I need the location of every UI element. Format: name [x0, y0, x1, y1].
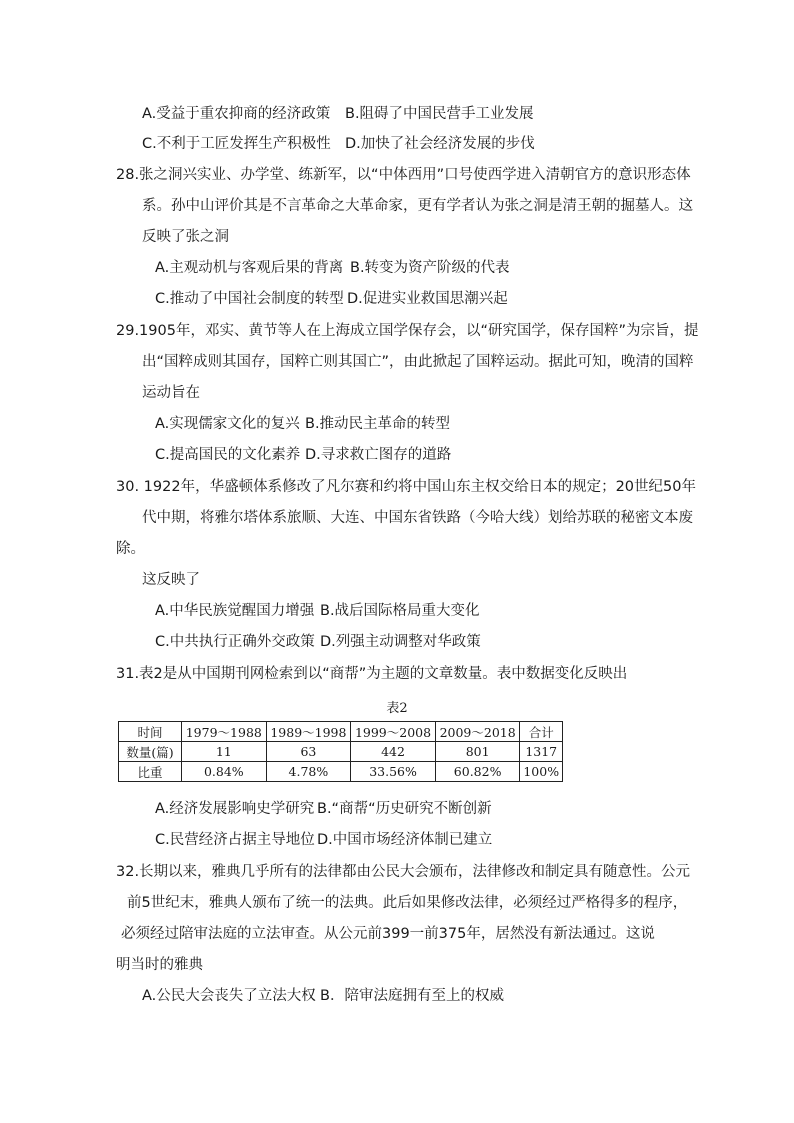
q30-option-b: B.战后国际格局重大变化	[320, 603, 480, 619]
q28-stem-line-2: 系。孙中山评价其是不言革命之大革命家，更有学者认为张之洞是清王朝的掘墓人。这	[142, 198, 693, 214]
table-row	[119, 742, 563, 762]
q27-option-c: C.不利于工匠发挥生产积极性	[142, 136, 331, 152]
table-cell: 801	[435, 742, 520, 762]
table-cell: 1979～1988	[182, 722, 267, 742]
table-cell: 2009～2018	[435, 722, 520, 742]
q32-option-a: A.公民大会丧失了立法大权	[142, 988, 316, 1004]
table-cell: 100%	[520, 762, 563, 782]
q31-option-a: A.经济发展影响史学研究	[155, 801, 315, 817]
table-cell: 0.84%	[182, 762, 267, 782]
table-cell: 442	[351, 742, 436, 762]
table-cell: 1999～2008	[351, 722, 436, 742]
q30-option-c: C.中共执行正确外交政策	[155, 634, 315, 650]
table-cell: 1317	[520, 742, 563, 762]
q29-option-d: D.寻求救亡图存的道路	[305, 447, 452, 463]
q27-option-d: D.加快了社会经济发展的步伐	[345, 136, 535, 152]
table-cell: 33.56%	[351, 762, 436, 782]
q31-option-d: D.中国市场经济体制已建立	[317, 832, 493, 848]
q32-stem-line-2: 前5世纪末，雅典人颁布了统一的法典。此后如果修改法律，必须经过严格得多的程序，	[127, 895, 688, 911]
table-cell: 时间	[119, 722, 182, 742]
q30-option-a: A.中华民族觉醒国力增强	[155, 603, 315, 619]
table-cell: 比重	[119, 762, 182, 782]
q28-option-c: C.推动了中国社会制度的转型	[155, 291, 344, 307]
q28-option-b: B.转变为资产阶级的代表	[350, 260, 510, 276]
q31-stem-line-1: 31.表2是从中国期刊网检索到以“商帮”为主题的文章数量。表中数据变化反映出	[116, 666, 628, 682]
table-row	[119, 762, 563, 782]
q29-option-a: A.实现儒家文化的复兴	[155, 416, 300, 432]
q28-option-d: D.促进实业救国思潮兴起	[347, 291, 508, 307]
table-cell: 60.82%	[435, 762, 520, 782]
q28-option-a: A.主观动机与客观后果的背离	[155, 260, 344, 276]
table-cell: 11	[182, 742, 267, 762]
q31-option-c: C.民营经济占据主导地位	[155, 832, 315, 848]
q32-stem-line-3: 必须经过陪审法庭的立法审查。从公元前399一前375年，居然没有新法通过。这说	[121, 926, 655, 942]
q32-stem-line-1: 32.长期以来，雅典几乎所有的法律都由公民大会颁布，法律修改和制定具有随意性。公元	[116, 864, 691, 880]
q27-option-a: A.受益于重农抑商的经济政策	[142, 106, 331, 122]
q30-stem-line-2: 代中期，将雅尔塔体系旅顺、大连、中国东省铁路（今哈大线）划给苏联的秘密文本废	[142, 510, 693, 526]
q29-stem-line-1: 29.1905年，邓实、黄节等人在上海成立国学保存会，以“研究国学，保存国粹”为宗旨，提	[116, 323, 699, 339]
table-header-row	[119, 722, 563, 742]
q32-option-b: B．陪审法庭拥有至上的权威	[320, 988, 504, 1004]
q30-stem-line-3: 除。	[116, 541, 145, 557]
q28-stem-line-1: 28.张之洞兴实业、办学堂、练新军，以“中体西用”口号使西学进入清朝官方的意识形态体	[116, 167, 691, 183]
table-cell: 63	[266, 742, 351, 762]
q31-option-b: B.“商帮“历史研究不断创新	[317, 801, 492, 817]
q32-stem-line-4: 明当时的雅典	[116, 957, 203, 973]
table-cell: 合计	[520, 722, 563, 742]
q30-stem-line-4: 这反映了	[142, 572, 200, 588]
table-cell: 数量(篇)	[119, 742, 182, 762]
table-cell: 1989～1998	[266, 722, 351, 742]
q29-stem-line-2: 出“国粹成则其国存，国粹亡则其国亡”，由此掀起了国粹运动。据此可知，晚清的国粹	[142, 354, 694, 370]
table-cell: 4.78%	[266, 762, 351, 782]
q29-option-b: B.推动民主革命的转型	[305, 416, 451, 432]
q30-stem-line-1: 30. 1922年，华盛顿体系修改了凡尔赛和约将中国山东主权交给日本的规定；20世纪50年	[116, 479, 696, 495]
q30-option-d: D.列强主动调整对华政策	[320, 634, 481, 650]
table-caption: 表2	[386, 701, 408, 716]
q29-stem-line-3: 运动旨在	[142, 385, 200, 401]
q27-option-b: B.阻碍了中国民营手工业发展	[345, 106, 534, 122]
q29-option-c: C.提高国民的文化素养	[155, 447, 301, 463]
q28-stem-line-3: 反映了张之洞	[142, 229, 229, 245]
data-table	[118, 721, 563, 782]
